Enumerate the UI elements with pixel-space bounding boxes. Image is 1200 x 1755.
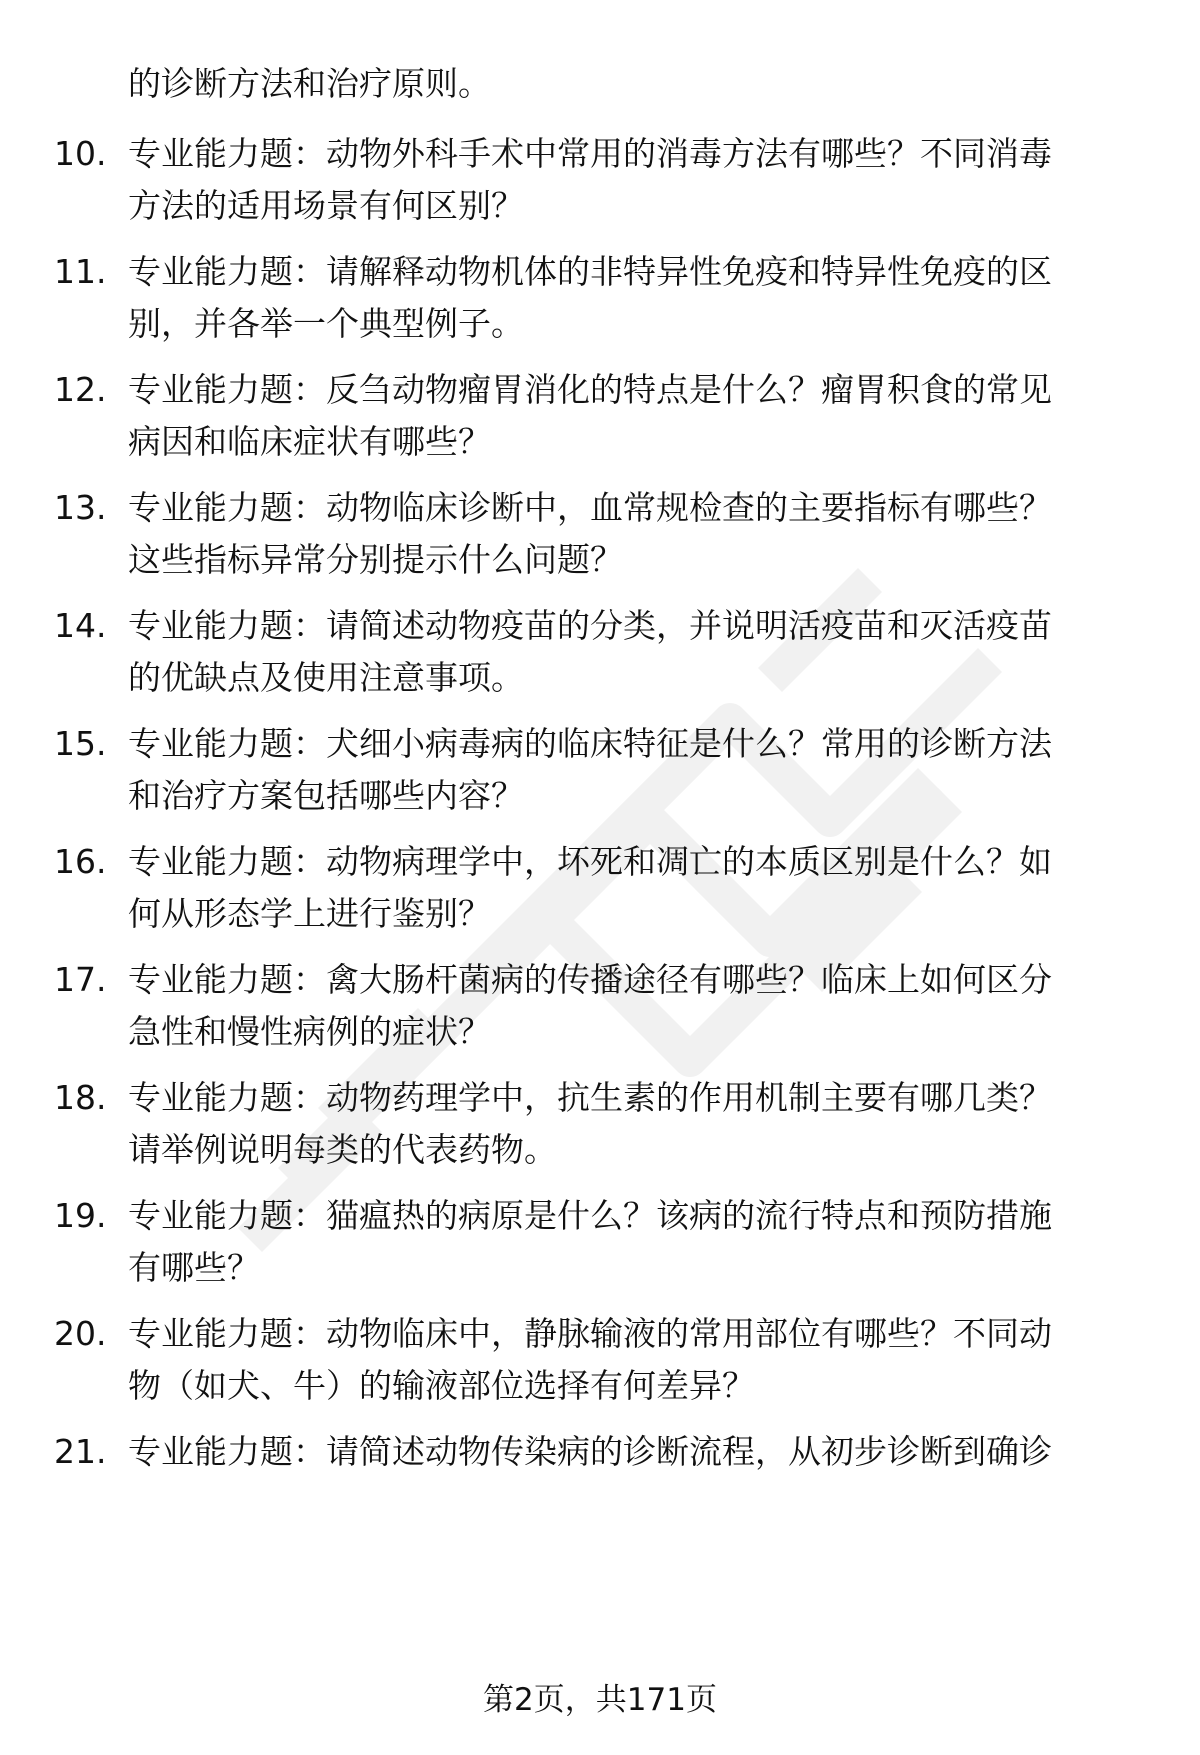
question-item	[54, 600, 1138, 704]
question-line: 别，并各举一个典型例子。	[128, 304, 524, 343]
question-number: 13.	[54, 488, 107, 527]
question-item	[54, 1072, 1138, 1176]
question-item	[54, 1426, 1138, 1478]
question-line: 物（如犬、牛）的输液部位选择有何差异？	[128, 1366, 755, 1405]
question-number: 10.	[54, 134, 107, 173]
question-line: 的优缺点及使用注意事项。	[128, 658, 524, 697]
question-line: 专业能力题：动物临床诊断中，血常规检查的主要指标有哪些？	[128, 488, 1052, 527]
question-text	[128, 718, 1138, 822]
question-number: 11.	[54, 252, 107, 291]
question-text	[128, 1308, 1138, 1412]
question-line: 病因和临床症状有哪些？	[128, 422, 491, 461]
question-text	[128, 600, 1138, 704]
question-item	[54, 364, 1138, 468]
question-text	[128, 246, 1138, 350]
question-line: 有哪些？	[128, 1248, 260, 1287]
question-line: 专业能力题：动物外科手术中常用的消毒方法有哪些？不同消毒	[128, 134, 1052, 173]
question-text	[128, 1072, 1138, 1176]
question-number: 20.	[54, 1314, 107, 1353]
page-footer: 第2页，共171页	[483, 1682, 717, 1718]
question-line: 专业能力题：动物药理学中，抗生素的作用机制主要有哪几类？	[128, 1078, 1052, 1117]
question-line: 专业能力题：请解释动物机体的非特异性免疫和特异性免疫的区	[128, 252, 1052, 291]
question-line: 急性和慢性病例的症状？	[128, 1012, 491, 1051]
question-line: 何从形态学上进行鉴别？	[128, 894, 491, 933]
question-line: 专业能力题：动物临床中，静脉输液的常用部位有哪些？不同动	[128, 1314, 1052, 1353]
question-text	[128, 1426, 1138, 1478]
question-number: 21.	[54, 1432, 107, 1471]
question-number: 15.	[54, 724, 107, 763]
question-line: 专业能力题：请简述动物疫苗的分类，并说明活疫苗和灭活疫苗	[128, 606, 1052, 645]
question-item	[54, 1308, 1138, 1412]
question-item	[54, 246, 1138, 350]
question-line: 请举例说明每类的代表药物。	[128, 1130, 557, 1169]
question-line: 方法的适用场景有何区别？	[128, 186, 524, 225]
question-line: 专业能力题：请简述动物传染病的诊断流程，从初步诊断到确诊	[128, 1432, 1052, 1471]
question-line: 专业能力题：猫瘟热的病原是什么？该病的流行特点和预防措施	[128, 1196, 1052, 1235]
question-text	[128, 954, 1138, 1058]
question-item	[54, 718, 1138, 822]
question-line: 和治疗方案包括哪些内容？	[128, 776, 524, 815]
question-item	[54, 1190, 1138, 1294]
question-line: 这些指标异常分别提示什么问题？	[128, 540, 623, 579]
question-text	[128, 482, 1138, 586]
question-text	[128, 364, 1138, 468]
question-line: 专业能力题：禽大肠杆菌病的传播途径有哪些？临床上如何区分	[128, 960, 1052, 999]
question-number: 17.	[54, 960, 107, 999]
continuation-text: 的诊断方法和治疗原则。	[128, 64, 491, 103]
question-item	[54, 482, 1138, 586]
question-number: 18.	[54, 1078, 107, 1117]
question-line: 专业能力题：动物病理学中，坏死和凋亡的本质区别是什么？如	[128, 842, 1052, 881]
question-line: 专业能力题：犬细小病毒病的临床特征是什么？常用的诊断方法	[128, 724, 1052, 763]
question-item	[54, 836, 1138, 940]
question-text	[128, 836, 1138, 940]
question-number: 12.	[54, 370, 107, 409]
question-number: 19.	[54, 1196, 107, 1235]
question-item	[54, 954, 1138, 1058]
question-line: 专业能力题：反刍动物瘤胃消化的特点是什么？瘤胃积食的常见	[128, 370, 1052, 409]
question-number: 16.	[54, 842, 107, 881]
question-text	[128, 128, 1138, 232]
question-text	[128, 1190, 1138, 1294]
question-item	[54, 128, 1138, 232]
question-number: 14.	[54, 606, 107, 645]
